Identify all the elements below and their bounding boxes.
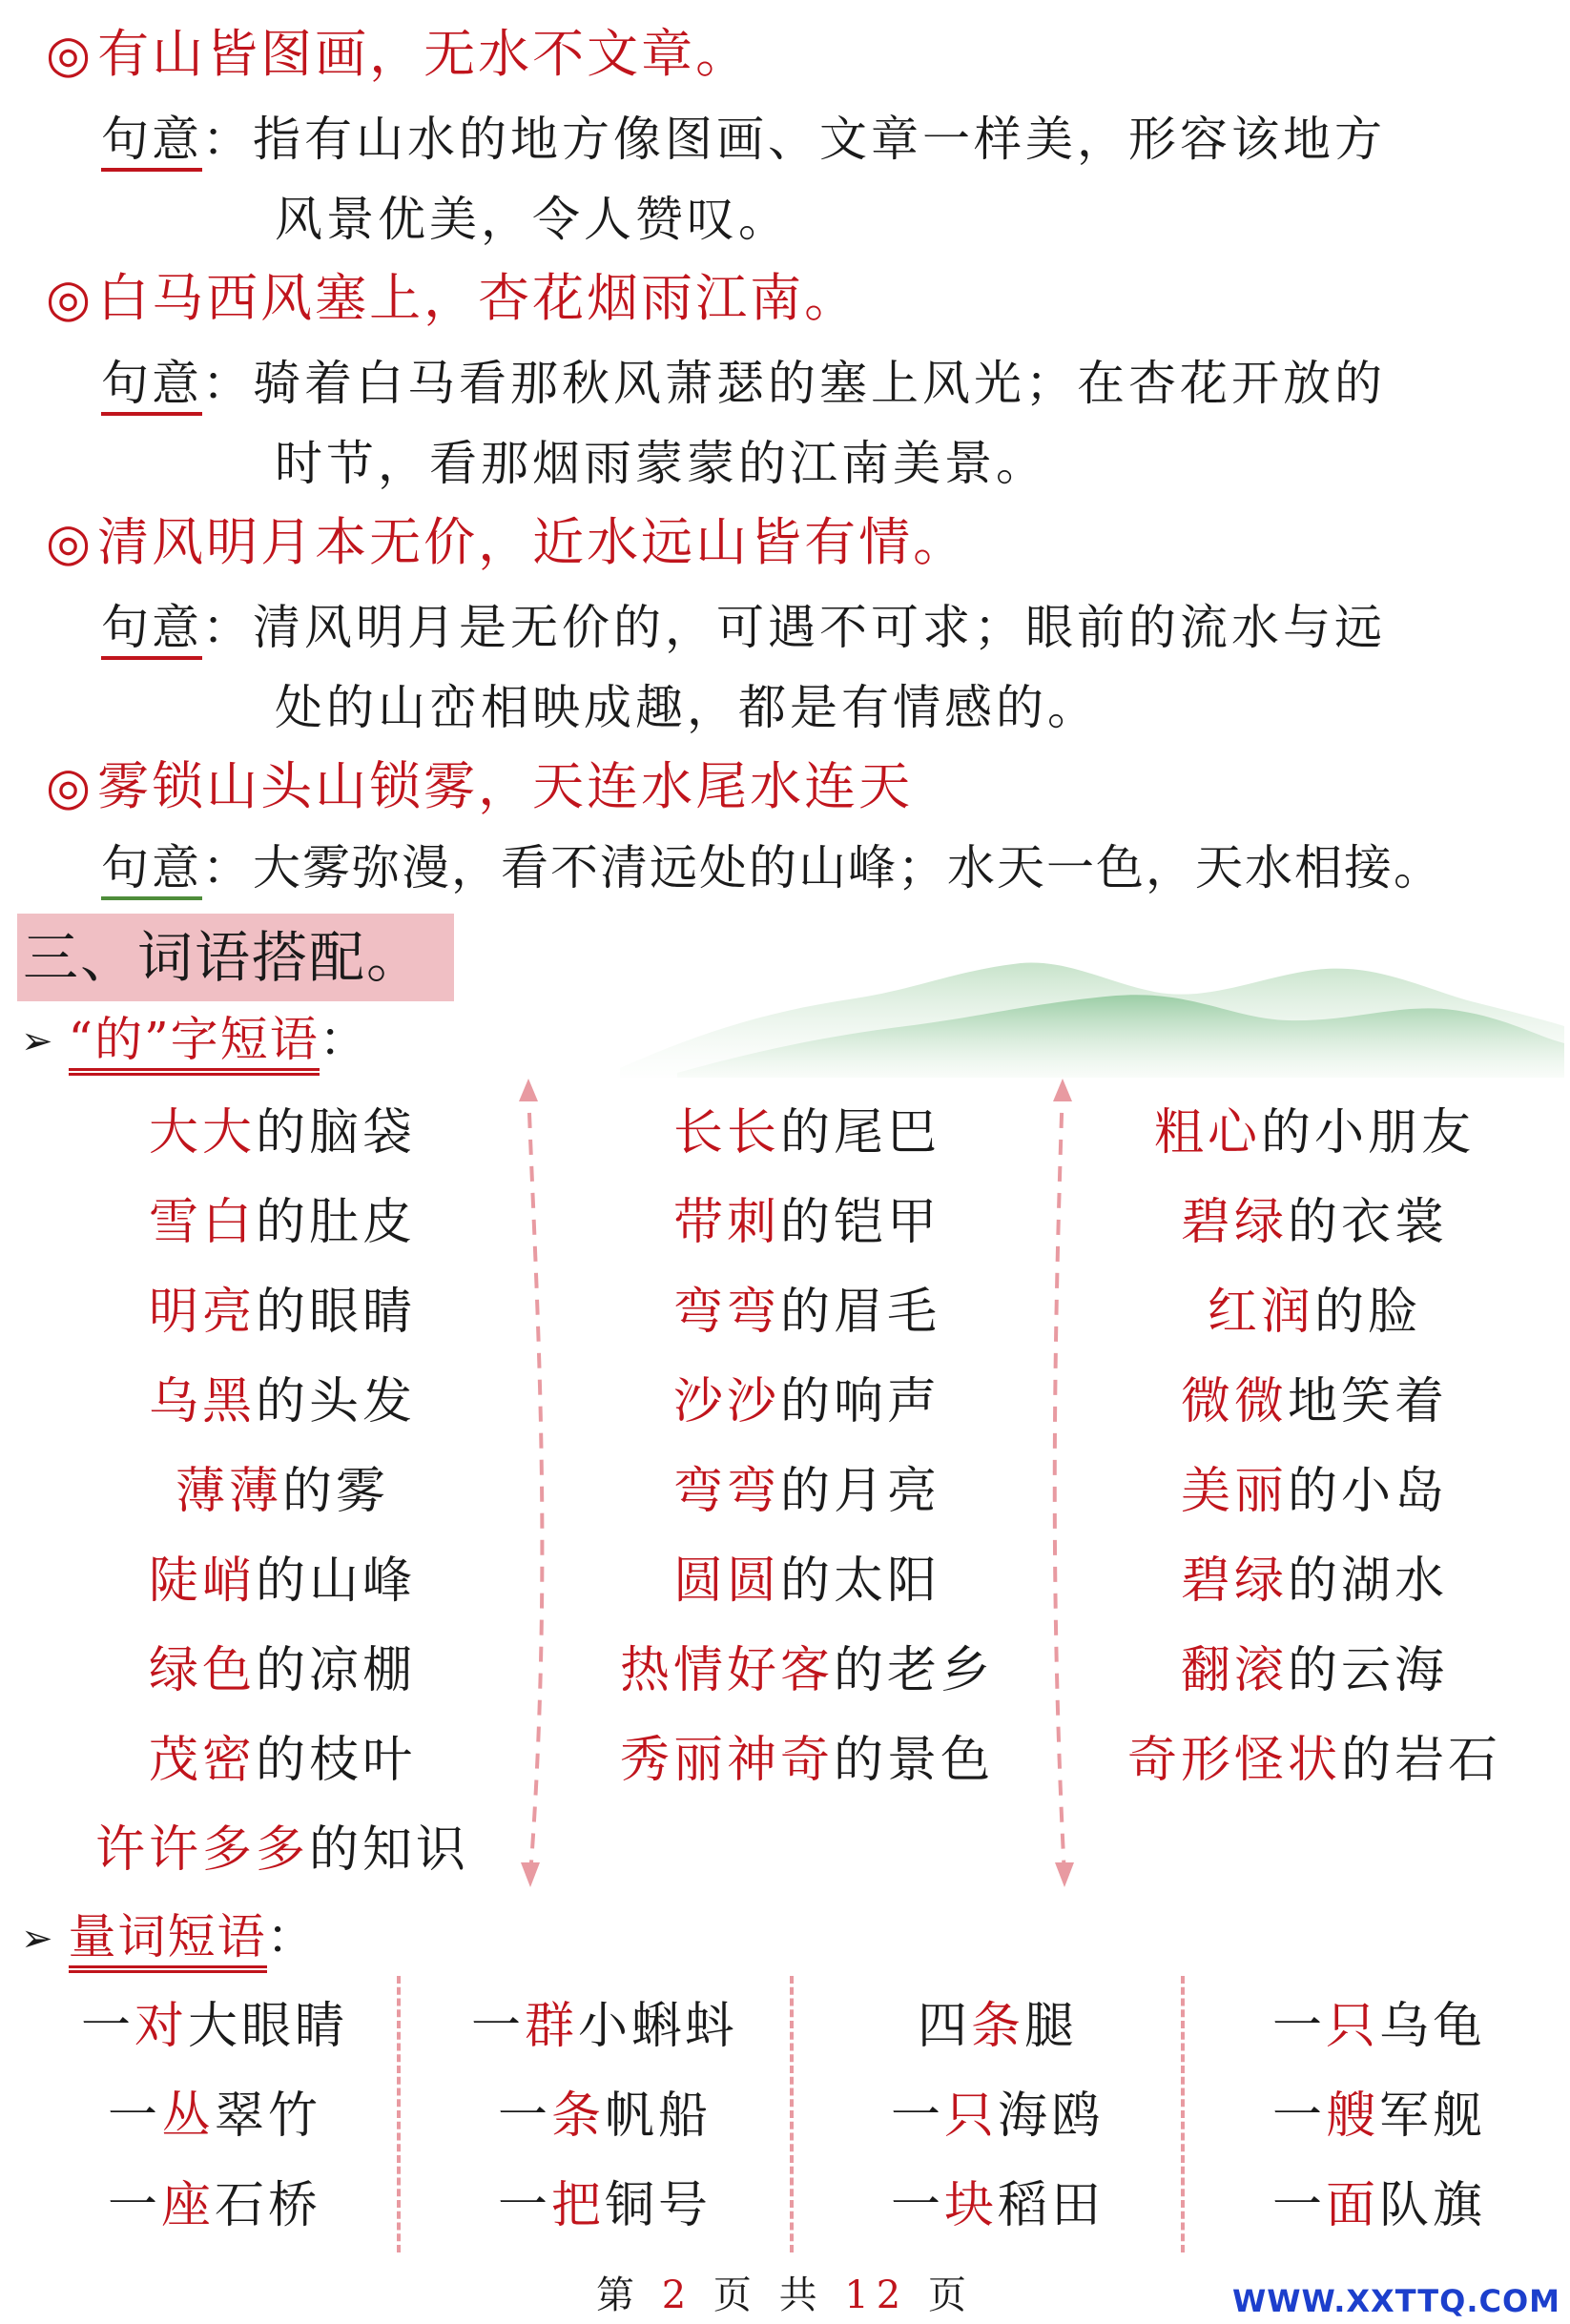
quantifier-word: 座 bbox=[160, 2177, 215, 2234]
quantifier-num: 一 bbox=[1271, 2177, 1326, 2234]
idiom-1 bbox=[46, 23, 750, 86]
quantifier-item bbox=[1198, 1988, 1560, 2078]
meaning-colon: ： bbox=[202, 112, 253, 167]
phrase-rest: 的太阳 bbox=[780, 1553, 941, 1610]
quantifier-title: 量词短语 bbox=[69, 1906, 267, 1967]
dashed-divider bbox=[1181, 1976, 1185, 2252]
meaning-text-line1: 指有山水的地方像图画、文章一样美，形容该地方 bbox=[253, 112, 1386, 167]
quantifier-noun: 腿 bbox=[1024, 1998, 1079, 2055]
quantifier-num: 一 bbox=[497, 2087, 551, 2145]
quantifier-item bbox=[19, 2168, 410, 2257]
quantifier-noun: 海鸥 bbox=[998, 2087, 1105, 2145]
meaning-4 bbox=[101, 837, 1443, 898]
phrase-item bbox=[559, 1636, 1055, 1726]
quantifier-word: 艘 bbox=[1325, 2087, 1379, 2145]
dashed-divider bbox=[790, 1976, 794, 2252]
quantifier-item bbox=[807, 2168, 1188, 2257]
meaning-colon: ： bbox=[202, 600, 253, 655]
arrow-bullet-icon: ➢ bbox=[21, 1019, 53, 1063]
quantifier-word: 只 bbox=[1325, 1998, 1379, 2055]
phrase-rest: 的脸 bbox=[1314, 1284, 1422, 1341]
phrase-rest: 的眉毛 bbox=[780, 1284, 941, 1341]
phrase-item bbox=[34, 1816, 530, 1905]
meaning-label: 句意 bbox=[101, 353, 202, 414]
quantifier-item bbox=[1198, 2078, 1560, 2168]
footer-middle: 页 共 bbox=[713, 2273, 825, 2317]
quantifier-noun: 石桥 bbox=[215, 2177, 322, 2234]
meaning-2 bbox=[101, 353, 1386, 414]
phrase-item bbox=[1066, 1547, 1562, 1636]
phrase-rest: 的尾巴 bbox=[780, 1104, 941, 1162]
quantifier-col-3 bbox=[807, 1988, 1188, 2257]
phrase-item bbox=[559, 1457, 1055, 1547]
phrase-key: 弯弯 bbox=[672, 1284, 780, 1341]
quantifier-noun: 稻田 bbox=[998, 2177, 1105, 2234]
meaning-text-line1: 大雾弥漫，看不清远处的山峰；水天一色，天水相接。 bbox=[253, 840, 1443, 895]
phrase-rest: 的铠甲 bbox=[780, 1194, 941, 1251]
phrase-key: 翻滚 bbox=[1180, 1642, 1288, 1699]
meaning-3 bbox=[101, 597, 1386, 658]
dashed-divider bbox=[397, 1976, 401, 2252]
phrase-rest: 地笑着 bbox=[1288, 1373, 1449, 1430]
meaning-1 bbox=[101, 109, 1386, 170]
phrase-item bbox=[559, 1099, 1055, 1188]
quantifier-word: 条 bbox=[970, 1998, 1024, 2055]
meaning-text-line2: 时节，看那烟雨蒙蒙的江南美景。 bbox=[275, 436, 1047, 491]
quantifier-noun: 军舰 bbox=[1379, 2087, 1487, 2145]
phrase-key: 茂密 bbox=[148, 1732, 256, 1789]
phrase-rest: 的小朋友 bbox=[1261, 1104, 1476, 1162]
phrase-rest: 的响声 bbox=[780, 1373, 941, 1430]
phrase-item bbox=[34, 1368, 530, 1457]
heading-colon: ： bbox=[319, 1012, 367, 1067]
phrase-key: 乌黑 bbox=[148, 1373, 256, 1430]
quantifier-col-1 bbox=[19, 1988, 410, 2257]
meaning-text-line1: 清风明月是无价的，可遇不可求；眼前的流水与远 bbox=[253, 600, 1386, 655]
idiom-title: 白马西风塞上，杏花烟雨江南。 bbox=[97, 268, 859, 328]
quantifier-item bbox=[807, 1988, 1188, 2078]
phrase-rest: 的凉棚 bbox=[256, 1642, 417, 1699]
quantifier-item bbox=[807, 2078, 1188, 2168]
section-heading: 三、词语搭配。 bbox=[17, 914, 454, 1001]
de-phrases-heading bbox=[21, 1009, 367, 1072]
phrase-item bbox=[559, 1188, 1055, 1278]
phrase-key: 长长 bbox=[672, 1104, 780, 1162]
phrase-item bbox=[1066, 1726, 1562, 1816]
phrase-rest: 的头发 bbox=[256, 1373, 417, 1430]
arrow-up-icon bbox=[519, 1079, 538, 1101]
phrase-key: 碧绿 bbox=[1180, 1553, 1288, 1610]
quantifier-noun: 铜号 bbox=[605, 2177, 713, 2234]
quantifier-item bbox=[414, 2078, 795, 2168]
quantifier-num: 一 bbox=[890, 2177, 944, 2234]
phrase-rest: 的眼睛 bbox=[256, 1284, 417, 1341]
phrase-item bbox=[34, 1547, 530, 1636]
quantifier-num: 一 bbox=[107, 2087, 161, 2145]
quantifier-item bbox=[414, 2168, 795, 2257]
footer-suffix: 页 bbox=[927, 2273, 974, 2317]
meaning-label: 句意 bbox=[101, 109, 202, 170]
phrase-item bbox=[34, 1726, 530, 1816]
meaning-colon: ： bbox=[202, 356, 253, 411]
idiom-title: 雾锁山头山锁雾，天连水尾水连天 bbox=[97, 756, 914, 816]
phrase-item bbox=[34, 1636, 530, 1726]
phrase-item bbox=[559, 1278, 1055, 1368]
quantifier-item bbox=[19, 1988, 410, 2078]
phrase-rest: 的肚皮 bbox=[256, 1194, 417, 1251]
quantifier-word: 丛 bbox=[160, 2087, 215, 2145]
phrase-key: 圆圆 bbox=[672, 1553, 780, 1610]
phrase-key: 陡峭 bbox=[148, 1553, 256, 1610]
phrase-rest: 的脑袋 bbox=[256, 1104, 417, 1162]
phrase-key: 热情好客 bbox=[619, 1642, 834, 1699]
footer-prefix: 第 bbox=[596, 2273, 643, 2317]
double-arrow-divider-2 bbox=[1030, 1073, 1106, 1893]
phrase-item bbox=[1066, 1188, 1562, 1278]
meaning-label: 句意 bbox=[101, 837, 202, 898]
quantifier-num: 一 bbox=[1271, 1998, 1326, 2055]
phrase-rest: 的知识 bbox=[309, 1821, 470, 1879]
phrase-rest: 的衣裳 bbox=[1288, 1194, 1449, 1251]
phrase-item bbox=[559, 1368, 1055, 1457]
phrase-key: 薄薄 bbox=[175, 1463, 282, 1520]
quantifier-word: 面 bbox=[1325, 2177, 1379, 2234]
phrase-item bbox=[34, 1188, 530, 1278]
phrase-item bbox=[1066, 1368, 1562, 1457]
phrase-item bbox=[34, 1278, 530, 1368]
phrase-rest: 的老乡 bbox=[834, 1642, 995, 1699]
quantifier-item bbox=[19, 2078, 410, 2168]
phrase-rest: 的小岛 bbox=[1288, 1463, 1449, 1520]
idiom-2 bbox=[46, 267, 858, 330]
arrow-up-icon bbox=[1053, 1079, 1072, 1101]
phrase-key: 红润 bbox=[1207, 1284, 1314, 1341]
arrow-down-icon bbox=[1055, 1862, 1074, 1887]
arrow-down-icon bbox=[521, 1862, 540, 1887]
phrase-key: 沙沙 bbox=[672, 1373, 780, 1430]
idiom-marker: ◎ bbox=[46, 512, 94, 572]
de-phrases-col-1 bbox=[34, 1099, 530, 1905]
phrase-rest: 的湖水 bbox=[1288, 1553, 1449, 1610]
meaning-text-line2: 处的山峦相映成趣，都是有情感的。 bbox=[275, 680, 1099, 735]
quantifier-num: 一 bbox=[1271, 2087, 1326, 2145]
phrase-key: 粗心 bbox=[1153, 1104, 1261, 1162]
quantifier-word: 块 bbox=[943, 2177, 998, 2234]
quantifier-num: 四 bbox=[917, 1998, 971, 2055]
phrase-key: 秀丽神奇 bbox=[619, 1732, 834, 1789]
phrase-item bbox=[559, 1726, 1055, 1816]
idiom-title: 有山皆图画，无水不文章。 bbox=[97, 24, 751, 84]
meaning-colon: ： bbox=[202, 840, 253, 895]
meaning-text-line1: 骑着白马看那秋风萧瑟的塞上风光；在杏花开放的 bbox=[253, 356, 1386, 411]
quantifier-word: 条 bbox=[550, 2087, 605, 2145]
phrase-key: 许许多多 bbox=[94, 1821, 309, 1879]
phrase-item bbox=[1066, 1457, 1562, 1547]
watermark: WWW.XXTTQ.COM bbox=[1231, 2283, 1560, 2319]
phrase-key: 微微 bbox=[1180, 1373, 1288, 1430]
quantifier-word: 只 bbox=[943, 2087, 998, 2145]
double-arrow-divider-1 bbox=[496, 1073, 572, 1893]
quantifier-num: 一 bbox=[497, 2177, 551, 2234]
arrow-bullet-icon: ➢ bbox=[21, 1917, 53, 1961]
phrase-key: 奇形怪状 bbox=[1126, 1732, 1341, 1789]
quantifier-col-2 bbox=[414, 1988, 795, 2257]
phrase-key: 大大 bbox=[148, 1104, 256, 1162]
quantifier-word: 对 bbox=[134, 1998, 188, 2055]
quantifier-num: 一 bbox=[80, 1998, 134, 2055]
idiom-4 bbox=[46, 755, 913, 818]
quantifier-item bbox=[1198, 2168, 1560, 2257]
quantifier-noun: 小蝌蚪 bbox=[578, 1998, 739, 2055]
phrase-key: 明亮 bbox=[148, 1284, 256, 1341]
phrase-key: 带刺 bbox=[672, 1194, 780, 1251]
phrase-key: 雪白 bbox=[148, 1194, 256, 1251]
phrase-key: 美丽 bbox=[1180, 1463, 1288, 1520]
idiom-marker: ◎ bbox=[46, 24, 94, 84]
quantifier-word: 把 bbox=[550, 2177, 605, 2234]
phrase-rest: 的月亮 bbox=[780, 1463, 941, 1520]
quantifier-col-4 bbox=[1198, 1988, 1560, 2257]
quantifier-noun: 乌龟 bbox=[1379, 1998, 1487, 2055]
page-number: 2 bbox=[661, 2273, 694, 2317]
phrase-rest: 的枝叶 bbox=[256, 1732, 417, 1789]
phrase-rest: 的景色 bbox=[834, 1732, 995, 1789]
quantifier-heading bbox=[21, 1906, 315, 1969]
phrase-rest: 的山峰 bbox=[256, 1553, 417, 1610]
phrase-item bbox=[1066, 1278, 1562, 1368]
phrase-key: 碧绿 bbox=[1180, 1194, 1288, 1251]
quantifier-num: 一 bbox=[890, 2087, 944, 2145]
meaning-text-line2: 风景优美，令人赞叹。 bbox=[275, 192, 790, 247]
quantifier-num: 一 bbox=[107, 2177, 161, 2234]
idiom-3 bbox=[46, 511, 967, 574]
phrase-item bbox=[1066, 1636, 1562, 1726]
total-pages: 12 bbox=[844, 2273, 909, 2317]
meaning-label: 句意 bbox=[101, 597, 202, 658]
heading-colon: ： bbox=[266, 1909, 315, 1964]
phrase-rest: 的云海 bbox=[1288, 1642, 1449, 1699]
quantifier-noun: 队旗 bbox=[1379, 2177, 1487, 2234]
quantifier-noun: 帆船 bbox=[605, 2087, 713, 2145]
de-phrases-col-2 bbox=[559, 1099, 1055, 1816]
phrase-key: 绿色 bbox=[148, 1642, 256, 1699]
mountains-decoration bbox=[620, 944, 1564, 1078]
phrase-rest: 的雾 bbox=[282, 1463, 390, 1520]
phrase-key: 弯弯 bbox=[672, 1463, 780, 1520]
de-phrases-title: “的”字短语 bbox=[69, 1009, 320, 1070]
de-phrases-col-3 bbox=[1066, 1099, 1562, 1816]
quantifier-noun: 翠竹 bbox=[215, 2087, 322, 2145]
phrase-item bbox=[559, 1547, 1055, 1636]
phrase-item bbox=[1066, 1099, 1562, 1188]
idiom-marker: ◎ bbox=[46, 756, 94, 816]
phrase-rest: 的岩石 bbox=[1341, 1732, 1502, 1789]
quantifier-item bbox=[414, 1988, 795, 2078]
idiom-marker: ◎ bbox=[46, 268, 94, 328]
phrase-item bbox=[34, 1099, 530, 1188]
quantifier-num: 一 bbox=[470, 1998, 525, 2055]
idiom-title: 清风明月本无价，近水远山皆有情。 bbox=[97, 512, 968, 572]
quantifier-word: 群 bbox=[524, 1998, 578, 2055]
phrase-item bbox=[34, 1457, 530, 1547]
quantifier-noun: 大眼睛 bbox=[188, 1998, 349, 2055]
